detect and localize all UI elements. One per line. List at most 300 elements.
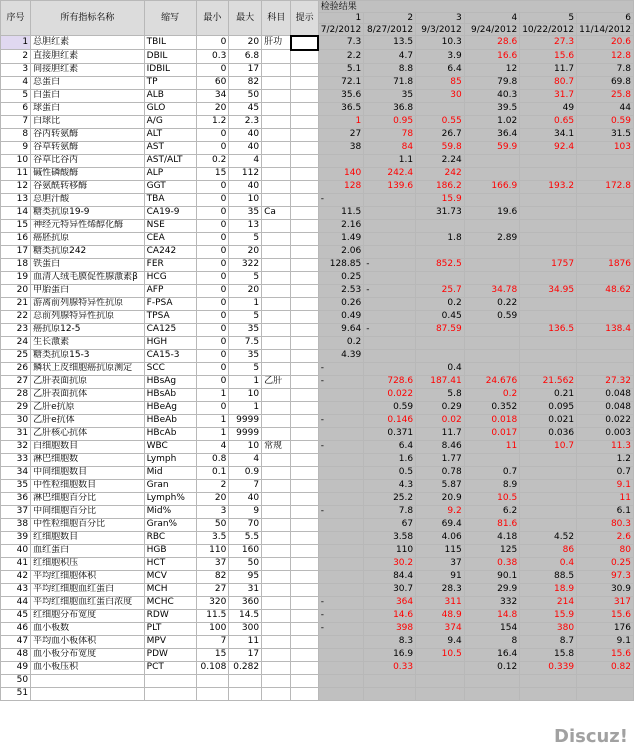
result-cell[interactable]: 6.4: [416, 63, 465, 76]
result-cell[interactable]: 14.8: [464, 609, 519, 622]
dept-value[interactable]: [262, 518, 291, 531]
indicator-name[interactable]: 平均红细胞血红蛋白: [31, 583, 145, 596]
min-value[interactable]: 0: [196, 219, 229, 232]
max-value[interactable]: [229, 687, 262, 700]
result-cell[interactable]: 19.6: [464, 206, 519, 219]
hint-cell[interactable]: [291, 622, 318, 635]
result-cell[interactable]: 5.87: [416, 479, 465, 492]
result-cell[interactable]: 0.371: [364, 427, 416, 440]
hint-cell[interactable]: [291, 401, 318, 414]
row-number[interactable]: 30: [1, 414, 31, 427]
visit-date[interactable]: 10/22/2012: [520, 24, 577, 36]
min-value[interactable]: 0: [196, 349, 229, 362]
result-cell[interactable]: 0.036: [520, 427, 577, 440]
result-cell[interactable]: 11.7: [416, 427, 465, 440]
min-value[interactable]: 0: [196, 245, 229, 258]
indicator-name[interactable]: 中间细胞数目: [31, 466, 145, 479]
dept-value[interactable]: [262, 622, 291, 635]
result-cell[interactable]: 728.6: [364, 375, 416, 388]
indicator-name[interactable]: [31, 687, 145, 700]
max-value[interactable]: 6.8: [229, 50, 262, 64]
dept-value[interactable]: [262, 245, 291, 258]
indicator-name[interactable]: 淋巴细胞百分比: [31, 492, 145, 505]
hint-cell[interactable]: [291, 375, 318, 388]
result-cell[interactable]: 0.33: [364, 661, 416, 674]
result-cell[interactable]: 20.9: [416, 492, 465, 505]
indicator-name[interactable]: 红细胞积压: [31, 557, 145, 570]
row-number[interactable]: 22: [1, 310, 31, 323]
result-cell[interactable]: [577, 154, 634, 167]
hint-cell[interactable]: [291, 388, 318, 401]
dept-header[interactable]: 科目: [262, 1, 291, 36]
result-cell[interactable]: 15.9: [416, 193, 465, 206]
result-cell[interactable]: [318, 635, 363, 648]
result-cell[interactable]: 18.9: [520, 583, 577, 596]
result-cell[interactable]: 15.6: [520, 50, 577, 64]
min-value[interactable]: 0: [196, 258, 229, 271]
result-cell[interactable]: 34.1: [520, 128, 577, 141]
min-value[interactable]: 37: [196, 557, 229, 570]
result-cell[interactable]: [318, 570, 363, 583]
dept-value[interactable]: [262, 219, 291, 232]
hint-cell[interactable]: [291, 674, 318, 687]
row-number[interactable]: 36: [1, 492, 31, 505]
dept-value[interactable]: [262, 557, 291, 570]
indicator-abbr[interactable]: PLT: [144, 622, 196, 635]
result-cell[interactable]: 30: [416, 89, 465, 102]
row-number[interactable]: 32: [1, 440, 31, 453]
row-number[interactable]: 6: [1, 102, 31, 115]
max-value[interactable]: 10: [229, 388, 262, 401]
min-value[interactable]: 0.1: [196, 466, 229, 479]
indicator-abbr[interactable]: Mid: [144, 466, 196, 479]
result-cell[interactable]: 28.3: [416, 583, 465, 596]
max-value[interactable]: 5: [229, 362, 262, 375]
result-cell[interactable]: 0.095: [520, 401, 577, 414]
indicator-name[interactable]: 碱性磷酸酶: [31, 167, 145, 180]
result-cell[interactable]: [520, 232, 577, 245]
indicator-name[interactable]: 总胆汁酸: [31, 193, 145, 206]
result-cell[interactable]: 11.7: [520, 63, 577, 76]
dept-value[interactable]: [262, 388, 291, 401]
dept-value[interactable]: 乙肝: [262, 375, 291, 388]
visit-number[interactable]: 5: [520, 13, 577, 24]
row-number[interactable]: 37: [1, 505, 31, 518]
min-value[interactable]: 1.2: [196, 115, 229, 128]
hint-cell[interactable]: [291, 50, 318, 64]
hint-cell[interactable]: [291, 661, 318, 674]
result-cell[interactable]: 9.64: [318, 323, 363, 336]
result-cell[interactable]: 15.9: [520, 609, 577, 622]
result-cell[interactable]: 16.9: [364, 648, 416, 661]
result-cell[interactable]: [416, 661, 465, 674]
indicator-abbr[interactable]: ALB: [144, 89, 196, 102]
indicator-abbr[interactable]: Lymph: [144, 453, 196, 466]
dept-value[interactable]: [262, 479, 291, 492]
result-cell[interactable]: 0.2: [318, 336, 363, 349]
row-number[interactable]: 16: [1, 232, 31, 245]
indicator-abbr[interactable]: ALP: [144, 167, 196, 180]
min-value[interactable]: 0: [196, 193, 229, 206]
result-cell[interactable]: 0.59: [464, 310, 519, 323]
result-cell[interactable]: 6.4: [364, 440, 416, 453]
indicator-abbr[interactable]: GLO: [144, 102, 196, 115]
max-value[interactable]: 0.9: [229, 466, 262, 479]
indicator-name[interactable]: 血清人绒毛膜促性腺激素β: [31, 271, 145, 284]
indicator-name[interactable]: 游离前列腺特异性抗原: [31, 297, 145, 310]
result-cell[interactable]: [520, 505, 577, 518]
indicator-abbr[interactable]: TPSA: [144, 310, 196, 323]
result-cell[interactable]: 37: [416, 557, 465, 570]
visit-number[interactable]: 2: [364, 13, 416, 24]
result-cell[interactable]: [364, 349, 416, 362]
row-number[interactable]: 24: [1, 336, 31, 349]
indicator-abbr[interactable]: [144, 687, 196, 700]
row-number[interactable]: 33: [1, 453, 31, 466]
hint-cell[interactable]: [291, 466, 318, 479]
result-cell[interactable]: [577, 167, 634, 180]
result-cell[interactable]: 1.49: [318, 232, 363, 245]
min-value[interactable]: 0: [196, 284, 229, 297]
hint-cell[interactable]: [291, 89, 318, 102]
result-cell[interactable]: [520, 206, 577, 219]
result-cell[interactable]: [318, 492, 363, 505]
min-value[interactable]: 27: [196, 583, 229, 596]
result-cell[interactable]: [464, 245, 519, 258]
indicator-abbr[interactable]: AST: [144, 141, 196, 154]
row-number[interactable]: 15: [1, 219, 31, 232]
indicator-abbr[interactable]: MPV: [144, 635, 196, 648]
hint-cell[interactable]: [291, 128, 318, 141]
hint-cell[interactable]: [291, 167, 318, 180]
min-value[interactable]: 3: [196, 505, 229, 518]
result-cell[interactable]: 24.676: [464, 375, 519, 388]
dept-value[interactable]: [262, 258, 291, 271]
result-cell[interactable]: 34.95: [520, 284, 577, 297]
indicator-abbr[interactable]: DBIL: [144, 50, 196, 64]
min-value[interactable]: 0: [196, 180, 229, 193]
max-value[interactable]: 50: [229, 557, 262, 570]
result-cell[interactable]: [318, 479, 363, 492]
indicator-abbr[interactable]: MCH: [144, 583, 196, 596]
hint-cell[interactable]: [291, 284, 318, 297]
indicator-abbr[interactable]: HBeAg: [144, 401, 196, 414]
indicator-name[interactable]: 谷草转氨酶: [31, 141, 145, 154]
result-cell[interactable]: [520, 349, 577, 362]
result-cell[interactable]: [520, 362, 577, 375]
max-value[interactable]: 2.3: [229, 115, 262, 128]
dept-value[interactable]: [262, 505, 291, 518]
result-cell[interactable]: [364, 245, 416, 258]
max-value[interactable]: [229, 674, 262, 687]
result-cell[interactable]: 28.6: [464, 36, 519, 50]
indicator-name[interactable]: 癌胚抗原: [31, 232, 145, 245]
indicator-name[interactable]: 红细胞数目: [31, 531, 145, 544]
result-cell[interactable]: 10.7: [520, 440, 577, 453]
indicator-abbr[interactable]: PCT: [144, 661, 196, 674]
result-cell[interactable]: 4.52: [520, 531, 577, 544]
row-number[interactable]: 25: [1, 349, 31, 362]
result-cell[interactable]: 0.4: [416, 362, 465, 375]
results-header[interactable]: 检验结果: [318, 1, 633, 13]
result-cell[interactable]: 193.2: [520, 180, 577, 193]
result-cell[interactable]: 380: [520, 622, 577, 635]
indicator-abbr[interactable]: F-PSA: [144, 297, 196, 310]
row-number[interactable]: 10: [1, 154, 31, 167]
row-number[interactable]: 9: [1, 141, 31, 154]
result-cell[interactable]: -: [318, 440, 363, 453]
result-cell[interactable]: 9.4: [416, 635, 465, 648]
row-number[interactable]: 39: [1, 531, 31, 544]
indicator-abbr[interactable]: Gran: [144, 479, 196, 492]
dept-value[interactable]: [262, 609, 291, 622]
result-cell[interactable]: 9.1: [577, 479, 634, 492]
dept-value[interactable]: [262, 323, 291, 336]
hint-cell[interactable]: [291, 154, 318, 167]
result-cell[interactable]: [520, 687, 577, 700]
indicator-name[interactable]: 糖类抗原15-3: [31, 349, 145, 362]
result-cell[interactable]: [577, 271, 634, 284]
result-cell[interactable]: 11.3: [577, 440, 634, 453]
hint-cell[interactable]: [291, 557, 318, 570]
dept-value[interactable]: [262, 349, 291, 362]
max-value[interactable]: 5: [229, 232, 262, 245]
result-cell[interactable]: [577, 336, 634, 349]
row-number[interactable]: 7: [1, 115, 31, 128]
result-cell[interactable]: 3.58: [364, 531, 416, 544]
min-value[interactable]: 0.8: [196, 453, 229, 466]
result-cell[interactable]: 8.46: [416, 440, 465, 453]
result-cell[interactable]: 69.4: [416, 518, 465, 531]
result-cell[interactable]: [577, 206, 634, 219]
dept-value[interactable]: [262, 492, 291, 505]
visit-date[interactable]: 9/24/2012: [464, 24, 519, 36]
row-number[interactable]: 44: [1, 596, 31, 609]
result-cell[interactable]: [464, 219, 519, 232]
dept-value[interactable]: [262, 453, 291, 466]
indicator-abbr[interactable]: MCHC: [144, 596, 196, 609]
indicator-name[interactable]: 中性粒细胞百分比: [31, 518, 145, 531]
indicator-abbr[interactable]: CA242: [144, 245, 196, 258]
dept-value[interactable]: [262, 89, 291, 102]
max-value[interactable]: 13: [229, 219, 262, 232]
result-cell[interactable]: 15.6: [577, 648, 634, 661]
result-cell[interactable]: 8.7: [520, 635, 577, 648]
result-cell[interactable]: 0.5: [364, 466, 416, 479]
indicator-name[interactable]: 红细胞分布宽度: [31, 609, 145, 622]
max-value[interactable]: 20: [229, 36, 262, 50]
hint-cell[interactable]: [291, 219, 318, 232]
row-number[interactable]: 1: [1, 36, 31, 50]
min-value[interactable]: 100: [196, 622, 229, 635]
result-cell[interactable]: [577, 193, 634, 206]
result-cell[interactable]: -: [318, 622, 363, 635]
hint-cell[interactable]: [291, 310, 318, 323]
result-cell[interactable]: 11: [464, 440, 519, 453]
result-cell[interactable]: 80.7: [520, 76, 577, 89]
min-value[interactable]: 0: [196, 401, 229, 414]
result-cell[interactable]: [464, 336, 519, 349]
hint-cell[interactable]: [291, 531, 318, 544]
hint-cell[interactable]: [291, 193, 318, 206]
indicator-abbr[interactable]: SCC: [144, 362, 196, 375]
result-cell[interactable]: [318, 557, 363, 570]
result-cell[interactable]: 0.65: [520, 115, 577, 128]
result-cell[interactable]: 87.59: [416, 323, 465, 336]
result-cell[interactable]: 80.3: [577, 518, 634, 531]
dept-value[interactable]: [262, 63, 291, 76]
dept-value[interactable]: 常规: [262, 440, 291, 453]
result-cell[interactable]: 67: [364, 518, 416, 531]
dept-value[interactable]: [262, 414, 291, 427]
result-cell[interactable]: [520, 479, 577, 492]
hint-cell[interactable]: [291, 440, 318, 453]
row-number[interactable]: 26: [1, 362, 31, 375]
result-cell[interactable]: 0.352: [464, 401, 519, 414]
visit-date[interactable]: 7/2/2012: [318, 24, 363, 36]
min-value[interactable]: 0.3: [196, 50, 229, 64]
result-cell[interactable]: 86: [520, 544, 577, 557]
result-cell[interactable]: 36.8: [364, 102, 416, 115]
min-value[interactable]: 0: [196, 232, 229, 245]
max-header[interactable]: 最大: [229, 1, 262, 36]
row-number[interactable]: 2: [1, 50, 31, 64]
result-cell[interactable]: 15.8: [520, 648, 577, 661]
hint-cell[interactable]: [291, 245, 318, 258]
result-cell[interactable]: [318, 401, 363, 414]
max-value[interactable]: 40: [229, 141, 262, 154]
dept-value[interactable]: [262, 50, 291, 64]
min-value[interactable]: 60: [196, 76, 229, 89]
row-number[interactable]: 48: [1, 648, 31, 661]
seq-header[interactable]: 序号: [1, 1, 31, 36]
result-cell[interactable]: 0.003: [577, 427, 634, 440]
dept-value[interactable]: [262, 648, 291, 661]
result-cell[interactable]: [318, 466, 363, 479]
min-value[interactable]: 82: [196, 570, 229, 583]
indicator-abbr[interactable]: NSE: [144, 219, 196, 232]
dept-value[interactable]: [262, 128, 291, 141]
result-cell[interactable]: 16.4: [464, 648, 519, 661]
result-cell[interactable]: [464, 154, 519, 167]
result-cell[interactable]: [318, 154, 363, 167]
result-cell[interactable]: 8: [464, 635, 519, 648]
result-cell[interactable]: [318, 518, 363, 531]
result-cell[interactable]: 2.2: [318, 50, 363, 64]
result-cell[interactable]: 154: [464, 622, 519, 635]
result-cell[interactable]: 11.5: [318, 206, 363, 219]
result-cell[interactable]: -: [364, 258, 416, 271]
indicator-name[interactable]: 平均红细胞体积: [31, 570, 145, 583]
hint-cell[interactable]: [291, 258, 318, 271]
min-value[interactable]: 0: [196, 128, 229, 141]
result-cell[interactable]: 128: [318, 180, 363, 193]
result-cell[interactable]: 0.59: [364, 401, 416, 414]
result-cell[interactable]: 27.3: [520, 36, 577, 50]
indicator-abbr[interactable]: Gran%: [144, 518, 196, 531]
result-cell[interactable]: 2.06: [318, 245, 363, 258]
indicator-abbr[interactable]: HGB: [144, 544, 196, 557]
indicator-name[interactable]: 乙肝核心抗体: [31, 427, 145, 440]
indicator-name[interactable]: 鳞状上皮细胞癌抗原测定: [31, 362, 145, 375]
result-cell[interactable]: 21.562: [520, 375, 577, 388]
visit-number[interactable]: 1: [318, 13, 363, 24]
indicator-abbr[interactable]: CA15-3: [144, 349, 196, 362]
result-cell[interactable]: 48.9: [416, 609, 465, 622]
result-cell[interactable]: 44: [577, 102, 634, 115]
visit-date[interactable]: 8/27/2012: [364, 24, 416, 36]
result-cell[interactable]: 4.06: [416, 531, 465, 544]
max-value[interactable]: 95: [229, 570, 262, 583]
indicator-abbr[interactable]: AST/ALT: [144, 154, 196, 167]
result-cell[interactable]: 125: [464, 544, 519, 557]
result-cell[interactable]: 138.4: [577, 323, 634, 336]
max-value[interactable]: 10: [229, 193, 262, 206]
min-header[interactable]: 最小: [196, 1, 229, 36]
result-cell[interactable]: 16.6: [464, 50, 519, 64]
result-cell[interactable]: [318, 687, 363, 700]
min-value[interactable]: 0.108: [196, 661, 229, 674]
hint-cell[interactable]: [291, 323, 318, 336]
indicator-abbr[interactable]: Mid%: [144, 505, 196, 518]
result-cell[interactable]: [364, 336, 416, 349]
hint-cell[interactable]: [291, 648, 318, 661]
dept-value[interactable]: [262, 115, 291, 128]
result-cell[interactable]: [318, 427, 363, 440]
result-cell[interactable]: [364, 219, 416, 232]
min-value[interactable]: 0: [196, 271, 229, 284]
indicator-abbr[interactable]: CA125: [144, 323, 196, 336]
result-cell[interactable]: [416, 687, 465, 700]
max-value[interactable]: 10: [229, 440, 262, 453]
max-value[interactable]: 50: [229, 89, 262, 102]
min-value[interactable]: 20: [196, 492, 229, 505]
result-cell[interactable]: 115: [416, 544, 465, 557]
min-value[interactable]: 320: [196, 596, 229, 609]
result-cell[interactable]: [520, 245, 577, 258]
result-cell[interactable]: 35: [364, 89, 416, 102]
result-cell[interactable]: 14.6: [364, 609, 416, 622]
result-cell[interactable]: [520, 310, 577, 323]
hint-cell[interactable]: [291, 687, 318, 700]
row-number[interactable]: 19: [1, 271, 31, 284]
result-cell[interactable]: 80: [577, 544, 634, 557]
max-value[interactable]: 35: [229, 206, 262, 219]
result-cell[interactable]: 3.9: [416, 50, 465, 64]
result-cell[interactable]: 84: [364, 141, 416, 154]
visit-number[interactable]: 4: [464, 13, 519, 24]
hint-header[interactable]: 提示: [291, 1, 318, 36]
dept-value[interactable]: [262, 466, 291, 479]
hint-cell[interactable]: [291, 102, 318, 115]
result-cell[interactable]: 59.9: [464, 141, 519, 154]
indicator-name[interactable]: 血小板分布宽度: [31, 648, 145, 661]
result-cell[interactable]: [318, 648, 363, 661]
result-cell[interactable]: 187.41: [416, 375, 465, 388]
hint-cell[interactable]: [291, 297, 318, 310]
result-cell[interactable]: 35.6: [318, 89, 363, 102]
result-cell[interactable]: 0.146: [364, 414, 416, 427]
result-cell[interactable]: 1.77: [416, 453, 465, 466]
result-cell[interactable]: [364, 232, 416, 245]
max-value[interactable]: 17: [229, 648, 262, 661]
result-cell[interactable]: -: [318, 193, 363, 206]
indicator-name[interactable]: 癌抗原12-5: [31, 323, 145, 336]
result-cell[interactable]: 8.9: [464, 479, 519, 492]
dept-value[interactable]: [262, 596, 291, 609]
visit-date[interactable]: 11/14/2012: [577, 24, 634, 36]
min-value[interactable]: 4: [196, 440, 229, 453]
